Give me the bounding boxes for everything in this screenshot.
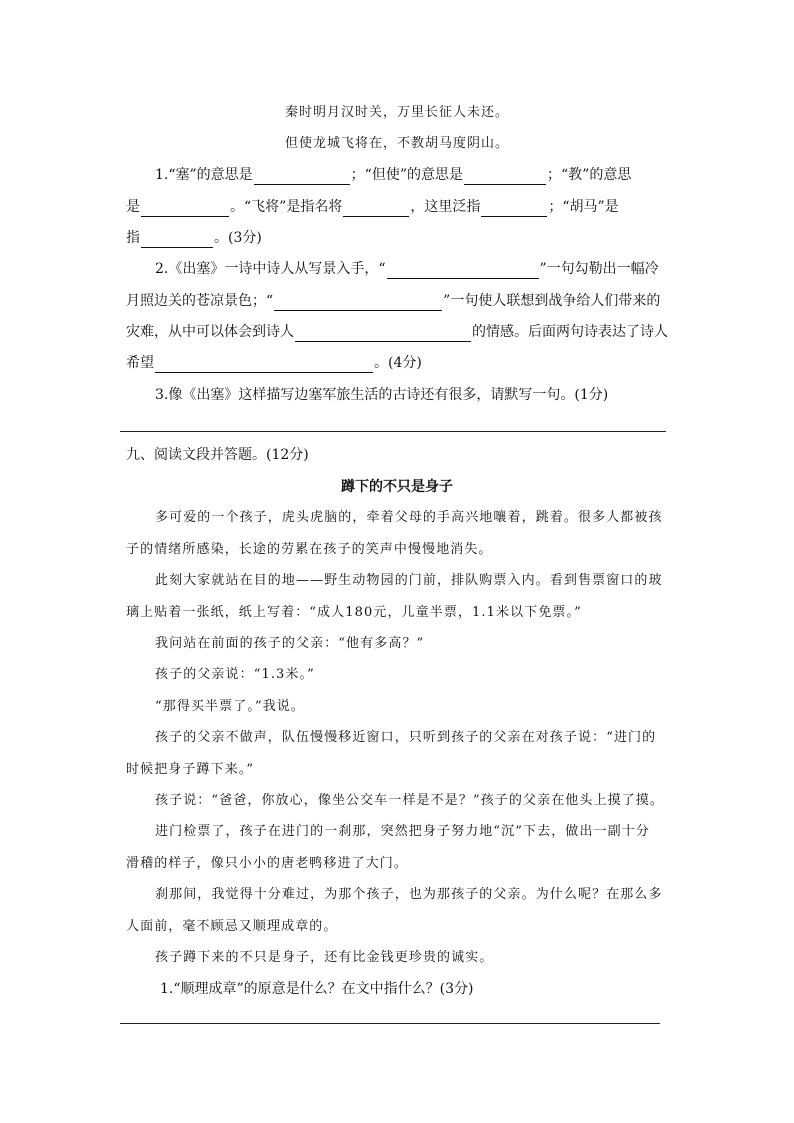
q1-blank-sai[interactable] xyxy=(254,168,350,185)
passage-p9-line1: 刹那间，我觉得十分难过，为那个孩子，也为那孩子的父亲。为什么呢？在那么多 xyxy=(155,887,663,902)
passage-p1-line2: 子的情绪所感染，长途的劳累在孩子的笑声中慢慢地消失。 xyxy=(126,542,493,557)
passage-p7: 孩子说：“爸爸，你放心，像坐公交车一样是不是？”孩子的父亲在他头上摸了摸。 xyxy=(155,793,664,808)
passage-p8-line1: 进门检票了，孩子在进门的一刹那，突然把身子努力地“沉”下去，做出一副十分 xyxy=(155,824,650,839)
passage-p5: “那得买半票了。”我说。 xyxy=(155,699,305,714)
q2-blank-4[interactable] xyxy=(155,356,373,373)
passage-p2-line2: 璃上贴着一张纸，纸上写着：“成人180元，儿童半票，1.1米以下免票。” xyxy=(126,605,582,620)
passage-p8-line2: 滑稽的样子，像只小小的唐老鸭移进了大门。 xyxy=(126,856,409,871)
passage-p4: 孩子的父亲说：“1.3米。” xyxy=(155,667,315,682)
section-heading: 九、阅读文段并答题。(12分) xyxy=(126,447,309,463)
passage-p2-line1: 此刻大家就站在目的地——野生动物园的门前，排队购票入内。看到售票窗口的玻 xyxy=(155,573,663,588)
passage-p3: 我问站在前面的孩子的父亲：“他有多高？” xyxy=(155,636,425,651)
q1-blank-danshi[interactable] xyxy=(464,168,546,185)
q1-blank-huma[interactable] xyxy=(141,231,213,248)
q1-line-3: 指 。(3分) xyxy=(126,230,262,246)
q1-line-2: 是 。“飞将”是指名将 ，这里泛指 ；“胡马”是 xyxy=(126,199,619,215)
q2-blank-3[interactable] xyxy=(295,325,471,342)
passage-p10: 孩子蹲下来的不只是身子，还有比金钱更珍贵的诚实。 xyxy=(155,950,494,965)
answer-line-q3[interactable] xyxy=(120,431,666,432)
passage-p9-line2: 人面前，毫不顾忌又顺理成章的。 xyxy=(126,919,338,934)
poem-line-2: 但使龙城飞将在，不教胡马度阴山。 xyxy=(284,136,509,151)
q2-line-2: 月照边关的苍凉景色；“ ”一句使人联想到战争给人们带来的 xyxy=(126,293,661,309)
q2-line-1: 2.《出塞》一诗中诗人从写景入手，“ ”一句勾勒出一幅冷 xyxy=(155,261,659,277)
passage-title: 蹲下的不只是身子 xyxy=(341,479,453,495)
q1-blank-feijiang[interactable] xyxy=(343,200,409,217)
q2-blank-1[interactable] xyxy=(387,262,539,279)
q1-blank-fanzhi[interactable] xyxy=(481,200,547,217)
answer-line-s9-q1[interactable] xyxy=(120,1023,660,1024)
s9-q1-prompt: 1.“顺理成章”的原意是什么？在文中指什么？(3分) xyxy=(160,981,474,997)
passage-p6-line2: 时候把身子蹲下来。” xyxy=(126,762,255,777)
q2-line-3: 灾难，从中可以体会到诗人 的情感。后面两句诗表达了诗人 xyxy=(126,324,668,340)
passage-p6-line1: 孩子的父亲不做声，队伍慢慢移近窗口，只听到孩子的父亲在对孩子说：“进门的 xyxy=(155,730,657,745)
q1-blank-jiao[interactable] xyxy=(141,200,229,217)
poem-line-1: 秦时明月汉时关，万里长征人未还。 xyxy=(284,105,509,120)
q2-line-4: 希望 。(4分) xyxy=(126,355,422,371)
passage-p1-line1: 多可爱的一个孩子，虎头虎脑的，牵着父母的手高兴地嚷着，跳着。很多人都被孩 xyxy=(155,510,663,525)
q3-prompt: 3.像《出塞》这样描写边塞军旅生活的古诗还有很多，请默写一句。(1分) xyxy=(155,387,609,403)
q2-blank-2[interactable] xyxy=(274,294,442,311)
q1-line-1: 1.“塞”的意思是 ；“但使”的意思是 ；“教”的意思 xyxy=(155,167,632,183)
